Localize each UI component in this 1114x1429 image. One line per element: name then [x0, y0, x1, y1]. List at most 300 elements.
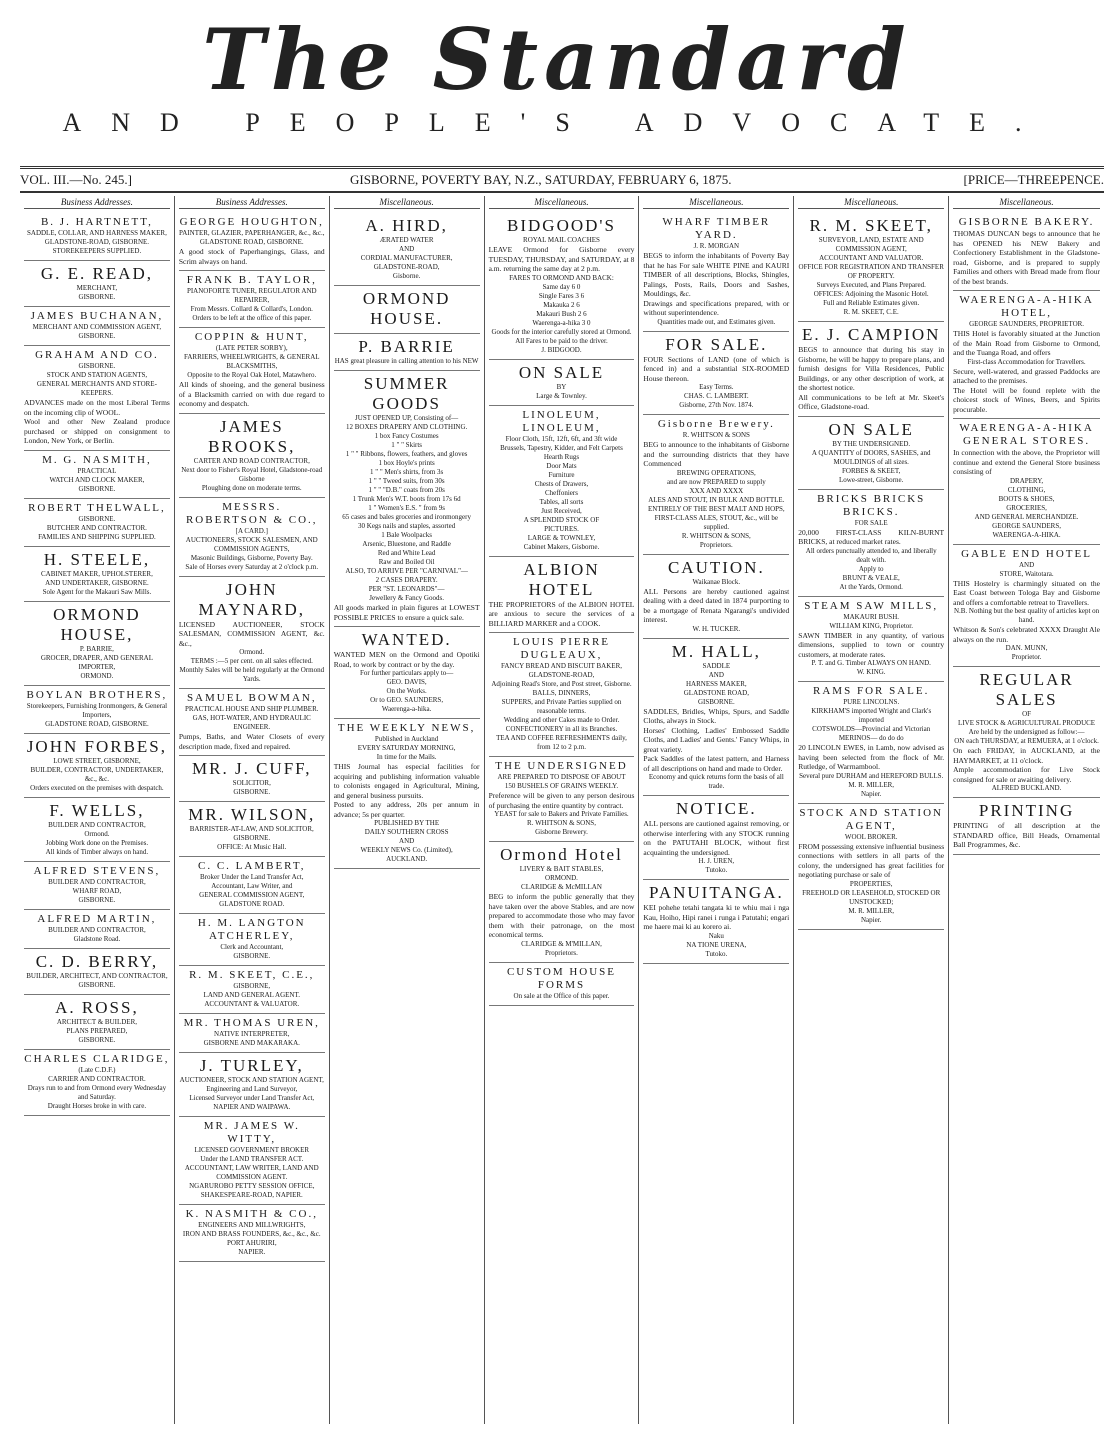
- advertiser-name: ALFRED STEVENS,: [33, 864, 161, 877]
- ad-line: All kinds of Timber always on hand.: [45, 847, 149, 856]
- ad-line: Floor Cloth, 15ft, 12ft, 6ft, and 3ft wide: [505, 434, 618, 443]
- ad-line: 1 box Fancy Costumes: [374, 432, 439, 440]
- ad-line: Jewellery & Fancy Goods.: [369, 594, 444, 602]
- ad-line: GISBORNE.: [697, 697, 735, 706]
- ad-line: GLADSTONE ROAD, GISBORNE.: [45, 719, 149, 728]
- ad-line: FOUR Sections of LAND (one of which is fenced in) and a substantial SIX-ROOMED House thereon.: [643, 354, 790, 383]
- ad-line: SUPPERS, and Private Parties supplied on reasonable terms.: [501, 698, 622, 715]
- advertisement: [489, 213, 635, 360]
- advertisement: [179, 328, 325, 414]
- ad-line: GLADSTONE-ROAD,: [528, 671, 595, 679]
- ad-line: BEG to announce to the inhabitants of Gisborne and the surrounding districts that they have Commenced: [643, 440, 790, 468]
- advertiser-name: MR. JAMES W. WITTY,: [203, 1120, 300, 1145]
- advertisement: [643, 639, 789, 797]
- ad-line: LIVERY & BAIT STABLES,: [519, 865, 604, 873]
- ad-line: Makauri Bush 2 6: [536, 309, 587, 318]
- ad-line: Economy and quick returns form the basis of all trade.: [648, 773, 784, 790]
- advertiser-name: WAERENGA-A-HIKA HOTEL,: [959, 294, 1094, 319]
- advertiser-name: R. M. SKEET,: [809, 216, 933, 235]
- advertisement: [953, 291, 1100, 419]
- ad-line: WANTED MEN on the Ormond and Opotiki Road, to work by contract or by the day.: [333, 650, 480, 669]
- ad-line: BOOTS & SHOES,: [998, 494, 1055, 503]
- ad-line: Storekeepers, Furnishing Ironmongers, & General Importers,: [26, 701, 168, 719]
- ad-line: BUTCHER AND CONTRACTOR.: [46, 523, 147, 532]
- advertiser-name: GRAHAM AND CO.: [35, 349, 159, 361]
- ad-line: BEG to inform the public generally that they have taken over the above Stables, and are now prepared to accommodate those who may favor them with their patronage, on the most economical terms.: [488, 892, 635, 939]
- advertisement: [24, 451, 170, 499]
- advertisement: [24, 910, 170, 949]
- ad-line: PAINTER, GLAZIER, PAPERHANGER, &c., &c.,: [179, 229, 325, 237]
- advertiser-name: C. D. BERRY,: [35, 951, 159, 971]
- advertisement: [798, 417, 944, 490]
- ad-line: R. WHITSON & SONS: [682, 431, 750, 439]
- advertisement: [24, 213, 170, 261]
- advertisement: [643, 796, 789, 880]
- ad-line: THOMAS DUNCAN begs to announce that he has OPENED his NEW Bakery and Confectionery Establishment in the Gladstone-road, Gisborne, and is prepared to supply Families and others with Bread made from flour of the best brands.: [953, 229, 1100, 286]
- ad-line: Naku: [708, 931, 724, 940]
- advertiser-name: G. E. READ,: [40, 264, 154, 283]
- ad-line: Proprietors.: [699, 540, 733, 549]
- advertisement: [489, 557, 635, 634]
- advertiser-name: WANTED.: [361, 630, 452, 649]
- column-heading: Business Addresses.: [179, 196, 325, 209]
- ad-line: CLOTHING,: [1007, 485, 1046, 494]
- ad-line: ALL Persons are hereby cautioned against dealing with a deed dated in 1874 purporting to be a mortgage of Renata Ngarangi's undivided interest.: [643, 586, 790, 624]
- ad-line: LIVE STOCK & AGRICULTURAL PRODUCE: [958, 719, 1096, 727]
- advertiser-name: M. G. NASMITH,: [42, 453, 152, 466]
- advertiser-name: LINOLEUM, LINOLEUM,: [522, 408, 601, 434]
- ad-line: GISBORNE.: [78, 484, 116, 493]
- ad-line: 2 CASES DRAPERY.: [375, 576, 438, 584]
- advertisement: [953, 545, 1100, 668]
- ad-line: STOCK AND STATION AGENTS,: [46, 371, 148, 379]
- advertisement: [643, 415, 789, 555]
- ad-line: FORBES & SKEET,: [842, 466, 901, 475]
- advertiser-name: CHARLES CLARIDGE,: [24, 1052, 170, 1065]
- ad-line: In time for the Mails.: [376, 753, 437, 761]
- ad-line: Orders to be left at the office of this paper.: [192, 314, 312, 322]
- ad-line: Chests of Drawers,: [534, 479, 589, 488]
- ad-line: ROYAL MAIL COACHES: [523, 236, 600, 244]
- ad-line: AUCKLAND.: [386, 855, 428, 863]
- ad-line: Just Received,: [541, 506, 582, 515]
- ad-line: GEO. DAVIS,: [386, 678, 427, 686]
- advertiser-name: LOUIS PIERRE DUGLEAUX,: [512, 636, 610, 661]
- advertisement: [643, 555, 789, 639]
- ad-line: H. J. UREN,: [698, 857, 735, 865]
- ad-line: ACCOUNTANT & VALUATOR.: [204, 1000, 300, 1008]
- ad-line: 1 box Hoyle's prints: [378, 459, 435, 467]
- ad-line: Opposite to the Royal Oak Hotel, Matawhero.: [187, 371, 317, 379]
- ad-line: Tables, all sorts: [539, 497, 584, 506]
- ad-line: Gladstone Road.: [73, 934, 121, 943]
- ad-line: GLADSTONE-ROAD, GISBORNE.: [44, 238, 150, 246]
- ad-line: Pumps, Baths, and Water Closets of every description made, fixed and repaired.: [178, 732, 325, 751]
- ad-line: YEAST for sale to Bakers and Private Families.: [494, 810, 629, 818]
- ad-line: SHAKESPEARE-ROAD, NAPIER.: [200, 1191, 303, 1199]
- ad-line: Waerenga-a-hika 3 0: [532, 318, 591, 327]
- ad-line: FROM possessing extensive influential business connections with settlers in all parts of the colony, the undersigned has great facilities for negotiating purchase or sale of: [798, 841, 945, 879]
- ad-line: FIRST-CLASS ALES, STOUT, &c., will be supplied.: [654, 513, 779, 531]
- ad-line: ARE PREPARED TO DISPOSE OF ABOUT: [497, 773, 626, 781]
- ad-line: BEGS to inform the inhabitants of Poverty Bay that he has For sale WHITE PINE and KAURI TIMBER of all descriptions, Blocks, Shingles, Palings, Posts, Rails, Doors and Sashes, Mouldings, &c.: [643, 251, 790, 298]
- advertiser-name: MR. THOMAS UREN,: [183, 1017, 320, 1029]
- ad-line: Accountant, Law Writer, and: [211, 882, 293, 890]
- advertiser-name: FRANK B. TAYLOR,: [186, 274, 317, 286]
- column-heading: Business Addresses.: [24, 196, 170, 209]
- advertisement: [798, 490, 944, 597]
- advertiser-name: SUMMER GOODS: [363, 374, 450, 413]
- advertiser-name: STOCK AND STATION AGENT,: [799, 806, 943, 832]
- advertisement: [179, 577, 325, 690]
- advertisement: [334, 719, 480, 869]
- advertisement: [24, 949, 170, 995]
- ad-line: STORE, Waitotara.: [999, 569, 1054, 578]
- ad-line: Next door to Fisher's Royal Hotel, Gladstone-road Gisborne: [181, 465, 323, 483]
- ad-line: HAS great pleasure in calling attention to his NEW: [334, 357, 479, 365]
- ad-line: R. WHITSON & SONS,: [527, 819, 596, 827]
- column-7: [949, 196, 1104, 1424]
- advertiser-name: A. ROSS,: [55, 997, 139, 1017]
- ad-line: THE PROPRIETORS of the ALBION HOTEL are anxious to secure the services of a BILLIARD MARKER and a COOK.: [488, 599, 635, 628]
- ad-line: GISBORNE.: [78, 332, 116, 340]
- advertiser-name: ORMOND HOUSE.: [362, 289, 451, 328]
- ad-line: CABINET MAKER, UPHOLSTERER,: [40, 569, 153, 578]
- ad-line: 1 " Women's E.S. " from 9s: [368, 504, 445, 512]
- ad-line: Secure, well-watered, and grassed Paddocks are attached to the premises.: [953, 366, 1100, 385]
- ad-line: BALLS, DINNERS,: [532, 689, 591, 697]
- volume-number: VOL. III.—No. 245.]: [20, 172, 132, 187]
- ad-line: Large & Townley.: [536, 391, 587, 400]
- ad-line: THIS Hotel is favorably situated at the Junction of the Main Road from Gisborne to Ormond, and the Tuanga Road, and offers: [953, 329, 1100, 357]
- advertiser-name: MR. J. CUFF,: [192, 759, 312, 778]
- ad-line: Orders executed on the premises with despatch.: [30, 783, 164, 792]
- ad-line: At the Yards, Ormond.: [839, 582, 903, 591]
- advertisement: [489, 360, 635, 406]
- ad-line: CONFECTIONERY in all its Branches.: [505, 725, 618, 733]
- ad-line: ON each THURSDAY, at REMUERA, at 1 o'clock.: [954, 737, 1099, 745]
- ad-line: All kinds of shoeing, and the general business of a Blacksmith carried on with due regard to economy and despatch.: [178, 380, 325, 408]
- advertiser-name: C. C. LAMBERT,: [198, 860, 306, 872]
- ad-line: PURE LINCOLNS.: [843, 698, 900, 706]
- advertisement: [489, 633, 635, 757]
- ad-line: Jobbing Work done on the Premises.: [45, 838, 149, 847]
- advertisement: [334, 627, 480, 719]
- advertiser-name: A. HIRD,: [365, 216, 448, 235]
- ad-line: Ormond.: [239, 648, 265, 656]
- ad-line: MAKAURI BUSH.: [843, 612, 900, 621]
- masthead-subtitle: AND PEOPLE'S ADVOCATE.: [62, 108, 1052, 137]
- advertisement: [179, 213, 325, 271]
- advertiser-name: B. J. HARTNETT,: [40, 216, 153, 228]
- ad-line: (LATE PETER SORBY),: [215, 344, 288, 352]
- advertisement: [24, 547, 170, 602]
- ad-line: Raw and Boiled Oil: [378, 558, 435, 566]
- advertiser-name: FOR SALE.: [665, 334, 768, 354]
- ad-line: Full and Reliable Estimates given.: [823, 299, 920, 307]
- ad-line: JUST OPENED UP, Consisting of—: [355, 414, 459, 422]
- ad-line: TERMS :—5 per cent. on all sales effected.: [190, 657, 313, 665]
- masthead-title: The Standard: [202, 10, 912, 109]
- advertisement: [179, 802, 325, 857]
- ad-line: AUCTIONEER, STOCK AND STATION AGENT,: [179, 1076, 324, 1084]
- advertiser-name: F. WELLS,: [49, 800, 145, 820]
- ad-line: PER "ST. LEONARDS"—: [368, 585, 445, 593]
- advertiser-name: MR. WILSON,: [188, 805, 316, 824]
- advertiser-name: WAERENGA-A-HIKA GENERAL STORES.: [959, 422, 1094, 447]
- ad-line: Easy Terms.: [699, 383, 734, 391]
- ad-line: MERCHANT AND COMMISSION AGENT,: [32, 323, 162, 331]
- ad-line: FREEHOLD OR LEASEHOLD, STOCKED OR UNSTOCKED;: [802, 888, 941, 906]
- advertiser-name: CAUTION.: [667, 557, 765, 577]
- column-5: [639, 196, 794, 1424]
- advertisement: [953, 419, 1100, 545]
- advertiser-name: CUSTOM HOUSE FORMS: [506, 965, 617, 991]
- ad-line: ACCOUNTANT, LAW WRITER, LAND AND COMMISSION AGENT.: [184, 1164, 319, 1181]
- advertisement: [179, 1014, 325, 1053]
- advertisement: [24, 1050, 170, 1116]
- ad-line: SURVEYOR, LAND, ESTATE AND COMMISSION AGENT,: [818, 236, 924, 253]
- advertisement: [334, 286, 480, 334]
- advertisement: [179, 271, 325, 328]
- ad-line: Waerenga-a-hika.: [381, 705, 432, 713]
- ad-line: FANCY BREAD AND BISCUIT BAKER,: [500, 662, 622, 670]
- ad-line: PRINTING of all description at the STANDARD office, Bill Heads, Ornamental Ball Programmes, &c.: [953, 821, 1100, 849]
- ad-line: GENERAL COMMISSION AGENT,: [199, 891, 305, 899]
- advertisement: [953, 667, 1100, 798]
- ad-line: GISBORNE.: [78, 362, 116, 370]
- advertisement: [179, 1117, 325, 1205]
- ad-line: Ploughing done on moderate terms.: [201, 483, 302, 492]
- ad-line: SAWN TIMBER in any quantity, of various dimensions, supplied to town or country customers, at moderate rates.: [798, 630, 945, 659]
- advertisement: [179, 414, 325, 498]
- ad-line: Waikanae Block.: [692, 577, 741, 586]
- advertiser-name: H. M. LANGTON ATCHERLEY,: [197, 917, 306, 942]
- advertisement: [334, 334, 480, 371]
- ad-line: AUCTIONEERS, STOCK SALESMEN, AND COMMISSION AGENTS,: [185, 535, 318, 553]
- ad-line: GISBORNE.: [233, 952, 271, 960]
- ad-line: 1 " " Skirts: [391, 441, 423, 449]
- ad-line: Tutoko.: [705, 949, 728, 958]
- advertiser-name: J. TURLEY,: [199, 1056, 304, 1075]
- column-1: [20, 196, 175, 1424]
- column-6: [794, 196, 949, 1424]
- advertiser-name: JOHN MAYNARD,: [198, 579, 306, 619]
- advertiser-name: R. M. SKEET, C.E.,: [189, 969, 315, 981]
- ad-line: NA TIONE URENA,: [686, 940, 747, 949]
- ad-line: PRACTICAL: [77, 466, 117, 475]
- ad-line: All goods marked in plain figures at LOWEST POSSIBLE PRICES to ensure a quick sale.: [333, 603, 480, 622]
- ad-line: MERINOS— do do do: [838, 734, 904, 742]
- advertiser-name: Gisborne Brewery.: [657, 418, 775, 430]
- ad-line: HARNESS MAKER,: [686, 679, 747, 688]
- ad-line: For further particulars apply to—: [359, 669, 454, 677]
- ad-line: LICENSED AUCTIONEER, STOCK SALESMAN, COMMISSION AGENT, &c. &c.,: [178, 619, 325, 648]
- advertisement: [489, 963, 635, 1006]
- advertiser-name: ALBION HOTEL: [523, 559, 600, 599]
- advertiser-name: ALFRED MARTIN,: [37, 912, 157, 925]
- ad-line: GAS, HOT-WATER, AND HYDRAULIC ENGINEER.: [192, 714, 311, 731]
- ad-line: All Fares to be paid to the driver.: [515, 336, 608, 345]
- advertiser-name: REGULAR SALES: [979, 670, 1074, 709]
- ad-line: OF: [1022, 710, 1032, 718]
- advertisement: [24, 995, 170, 1050]
- advertisement: [334, 371, 480, 627]
- ad-line: A SPLENDID STOCK OF: [523, 515, 600, 524]
- ad-line: Broker Under the Land Transfer Act,: [200, 873, 304, 881]
- advertiser-name: BRICKS BRICKS BRICKS.: [817, 492, 926, 518]
- ad-line: SADDLE: [702, 661, 731, 670]
- ad-line: WOOL BROKER.: [844, 832, 898, 841]
- advertisement: [24, 686, 170, 734]
- ad-line: 20 LINCOLN EWES, in Lamb, now advised as having been selected from the flock of Mr. Rutledge, of Warrnambool.: [798, 743, 945, 771]
- ad-line: DAN. MUNN,: [1005, 644, 1048, 652]
- ad-line: First-class Accommodation for Travellers.: [967, 357, 1086, 366]
- ad-line: CORDIAL MANUFACTURER,: [360, 254, 453, 262]
- advertisement: [798, 322, 944, 417]
- ad-line: 1 Trunk Men's W.T. boots from 17s 6d: [352, 495, 461, 503]
- ad-line: PICTURES.: [544, 524, 579, 533]
- ad-line: From Messrs. Collard & Collard's, London.: [190, 305, 313, 313]
- ad-line: GROCERIES,: [1006, 503, 1047, 512]
- masthead: [0, 10, 1114, 137]
- advertisement: [953, 798, 1100, 855]
- ad-line: FARRIERS, WHEELWRIGHTS, & GENERAL BLACKSMITHS,: [184, 353, 320, 370]
- ad-line: AND: [708, 670, 724, 679]
- ad-line: 1 " " "D.B." coats from 20s: [368, 486, 445, 494]
- ad-line: On the Works.: [386, 687, 427, 695]
- column-heading: Miscellaneous.: [334, 196, 480, 209]
- ad-line: A good stock of Paperhangings, Glass, and Scrim always on hand.: [178, 247, 325, 266]
- ad-line: OFFICE FOR REGISTRATION AND TRANSFER OF PROPERTY.: [798, 263, 944, 280]
- ad-line: AND: [1018, 560, 1035, 569]
- ad-line: Gisborne Brewery.: [535, 828, 588, 836]
- ad-line: In connection with the above, the Proprietor will continue and extend the General Store business consisting of: [953, 448, 1100, 476]
- ad-line: Furniture: [548, 470, 575, 479]
- ad-line: GEORGE SAUNDERS, PROPRIETOR.: [969, 320, 1085, 328]
- ad-line: ACCOUNTANT AND VALUATOR.: [819, 254, 924, 262]
- ad-line: AND GENERAL MERCHANDIZE.: [974, 512, 1079, 521]
- ad-line: SADDLE, COLLAR, AND HARNESS MAKER,: [27, 229, 167, 237]
- ad-line: Clerk and Accountant,: [220, 943, 284, 951]
- ad-line: Surveys Executed, and Plans Prepared.: [816, 281, 926, 289]
- ad-line: Licensed Surveyor under Land Transfer Act,: [189, 1094, 315, 1102]
- ad-line: NAPIER AND WAIPAWA.: [213, 1103, 291, 1111]
- advertisement: [334, 213, 480, 286]
- column-3: [330, 196, 485, 1424]
- ad-line: CHAS. C. LAMBERT.: [684, 392, 749, 400]
- ad-line: KEI pohehe tetahi tangata ki te whiu mai i nga Kau, Hoiho, Hipi ranei i runga i Patutahi; engari me haere mai ki au korero ai.: [643, 903, 790, 931]
- ad-line: WHARF ROAD,: [72, 886, 122, 895]
- advertisement: [798, 213, 944, 322]
- ad-line: Preference will be given to any person desirous of purchasing the entire quantity by contract.: [488, 791, 635, 810]
- ad-line: GLADSTONE ROAD, GISBORNE.: [199, 238, 304, 246]
- advertiser-name: SAMUEL BOWMAN,: [186, 692, 317, 704]
- ad-line: N.B. Nothing but the best quality of articles kept on hand.: [953, 607, 1100, 624]
- ad-line: GISBORNE.: [78, 514, 116, 523]
- ad-line: The Hotel will be found replete with the choicest stock of Wines, Beers, and Spirits procurable.: [953, 385, 1100, 414]
- advertiser-name: M. HALL,: [671, 641, 761, 661]
- ad-line: 65 cases and bales groceries and ironmongery: [342, 513, 471, 521]
- ad-line: ENTIRELY OF THE BEST MALT AND HOPS,: [648, 504, 785, 513]
- place-date: GISBORNE, POVERTY BAY, N.Z., SATURDAY, FEBRUARY 6, 1875.: [350, 172, 732, 187]
- ad-line: PUBLISHED BY THE: [374, 819, 440, 827]
- advertiser-name: JAMES BUCHANAN,: [30, 310, 164, 322]
- ad-line: On each FRIDAY, in AUCKLAND, at the HAYMARKET, at 11 o'clock.: [953, 746, 1100, 765]
- ad-line: WEEKLY NEWS Co. (Limited),: [360, 846, 453, 854]
- ad-line: BARRISTER-AT-LAW, AND SOLICITOR,: [189, 825, 314, 833]
- advertiser-name: ROBERT THELWALL,: [28, 501, 166, 514]
- ad-line: BY: [556, 382, 567, 391]
- advertiser-name: BIDGOOD'S: [507, 216, 616, 235]
- ad-line: PORT AHURIRI,: [226, 1239, 277, 1247]
- advertisement: [179, 756, 325, 802]
- ad-line: NAPIER.: [238, 1248, 266, 1256]
- advertiser-name: THE WEEKLY NEWS,: [337, 722, 476, 734]
- ad-line: STOREKEEPERS SUPPLIED.: [52, 247, 142, 255]
- ad-line: Apply to: [858, 564, 884, 573]
- advertisement: [489, 406, 635, 557]
- advertisement: [24, 346, 170, 451]
- column-heading: Miscellaneous.: [798, 196, 944, 209]
- ad-line: Published in Auckland: [374, 735, 439, 743]
- ad-line: BREWING OPERATIONS,: [676, 468, 756, 477]
- advertisement: [179, 1053, 325, 1117]
- ad-line: Ample accommodation for Live Stock consigned for sale or awaiting delivery.: [953, 765, 1100, 784]
- ad-line: BEGS to announce that during his stay in Gisborne, he will be happy to prepare plans, and furnish designs for Villa Residences, Public Buildings, or any other description of work, at the shortest notice.: [798, 345, 945, 392]
- advertisement: [179, 498, 325, 577]
- ad-line: WILLIAM KING, Proprietor.: [829, 621, 913, 630]
- ad-line: Cabinet Makers, Gisborne.: [523, 542, 600, 551]
- ad-line: Wool and other New Zealand produce purchased or shipped on consignment to London, New York, or Berlin.: [24, 417, 170, 445]
- ad-line: WAERENGA-A-HIKA.: [992, 530, 1061, 539]
- ad-line: M. R. MILLER,: [848, 906, 895, 915]
- ad-line: M. R. MILLER,: [848, 780, 895, 789]
- ad-line: BRUNT & VEALE,: [842, 573, 900, 582]
- advertiser-name: JAMES BROOKS,: [208, 416, 296, 456]
- ad-line: WATCH AND CLOCK MAKER,: [49, 475, 145, 484]
- ad-line: 20,000 FIRST-CLASS KILN-BURNT BRICKS, at reduced market rates.: [798, 527, 945, 546]
- column-heading: Miscellaneous.: [953, 196, 1100, 209]
- ad-line: CLARIDGE & M'MILLAN,: [521, 939, 602, 948]
- advertisement: [179, 857, 325, 914]
- ad-line: ARCHITECT & BUILDER,: [56, 1017, 138, 1026]
- ad-line: FOR SALE: [854, 518, 888, 527]
- advertiser-name: MESSRS. ROBERTSON & CO.,: [185, 500, 318, 526]
- ad-line: ALES AND STOUT, IN BULK AND BOTTLE.: [648, 495, 785, 504]
- advertisement: [24, 499, 170, 547]
- ad-line: P. T. and G. Timber ALWAYS ON HAND.: [811, 659, 931, 667]
- ad-line: MERCHANT,: [76, 284, 118, 292]
- ad-line: DAILY SOUTHERN CROSS: [364, 828, 449, 836]
- ad-line: Engineering and Land Surveyor,: [206, 1085, 298, 1093]
- ad-line: COTSWOLDS—Provincial and Victorian: [812, 725, 931, 733]
- advertiser-name: ON SALE: [518, 362, 605, 382]
- ad-line: GLADSTONE ROAD,: [683, 688, 749, 697]
- advertisement: [953, 213, 1100, 291]
- ad-line: GISBORNE AND MAKARAKA.: [203, 1039, 300, 1047]
- ad-line: 1 Bale Woolpacks: [381, 531, 432, 539]
- ad-line: TEA AND COFFEE REFRESHMENTS daily, from 12 to 2 p.m.: [496, 734, 627, 751]
- ad-line: NGARUROBO PETTY SESSION OFFICE,: [189, 1182, 315, 1190]
- advertiser-name: STEAM SAW MILLS,: [804, 599, 939, 612]
- advertisement: [798, 804, 944, 930]
- ad-line: AND: [399, 245, 415, 253]
- dateline: [20, 166, 1104, 193]
- ad-line: (Late C.D.F.): [78, 1065, 116, 1074]
- ad-line: KIRKHAM'S imported Wright and Clark's imported: [811, 707, 932, 724]
- ad-line: LARGE & TOWNLEY,: [527, 533, 596, 542]
